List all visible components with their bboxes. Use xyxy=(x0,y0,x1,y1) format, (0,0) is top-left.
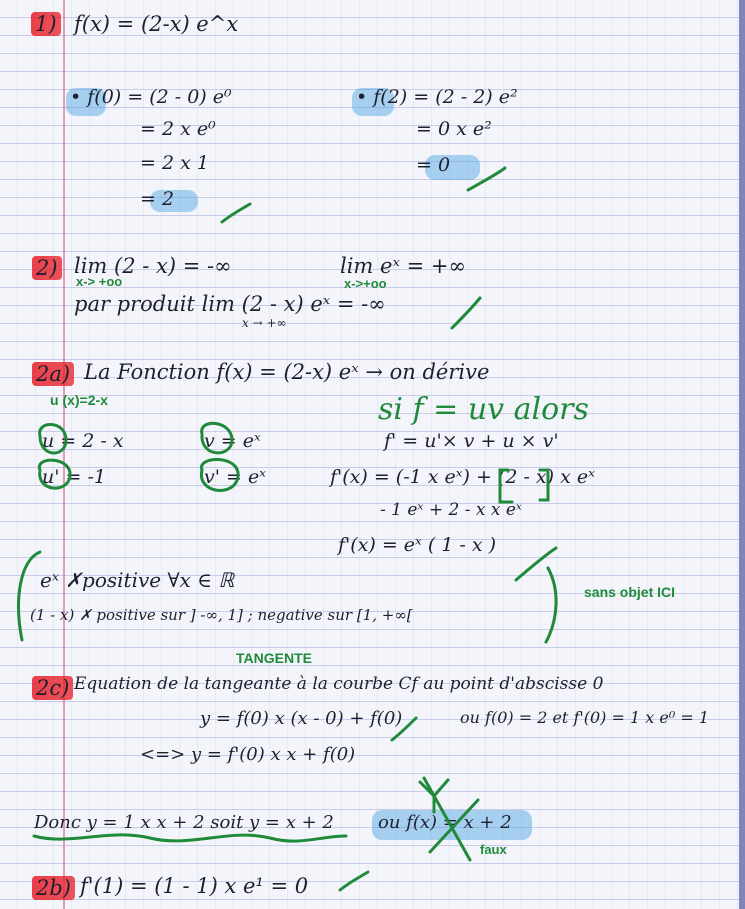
underline-wave xyxy=(34,835,346,841)
si-note: si f = uv alors xyxy=(378,392,589,427)
v-prime-def: v' = eˣ xyxy=(204,466,266,488)
tangent-eq-1: y = f(0) x (x - 0) + f(0) xyxy=(200,708,403,729)
sign-line-2: (1 - x) ✗ positive sur ] -∞, 1] ; negative sur [1, +∞[ xyxy=(30,606,413,624)
brace-right xyxy=(546,568,556,642)
question-number-2c: 2c) xyxy=(32,676,73,700)
f0-line-3: = 2 x 1 xyxy=(140,152,209,174)
f2-line-3: = 0 xyxy=(416,154,451,176)
check-mark-4 xyxy=(516,548,556,580)
check-mark-1 xyxy=(222,204,250,222)
sign-line-1: eˣ ✗positive ∀x ∈ ℝ xyxy=(40,568,235,592)
check-mark-3 xyxy=(452,298,480,328)
tangente-label: TANGENTE xyxy=(236,650,312,666)
limit-right-note: x->+oo xyxy=(344,276,387,291)
derivative-result: f'(x) = eˣ ( 1 - x ) xyxy=(338,534,497,556)
ou-line: ou f(x) = x + 2 xyxy=(378,812,512,833)
u-note: u (x)=2-x xyxy=(50,392,108,408)
tangent-eq-1-right: ou f(0) = 2 et f'(0) = 1 x e⁰ = 1 xyxy=(460,708,710,727)
derivative-step-2: - 1 eˣ + 2 - x x eˣ xyxy=(380,500,522,520)
question-number-2: 2) xyxy=(32,256,62,280)
faux-note: faux xyxy=(480,842,507,857)
f2-line-2: = 0 x e² xyxy=(416,118,492,140)
brace-left xyxy=(19,552,40,640)
limit-left: lim (2 - x) = -∞ xyxy=(74,254,232,278)
product-sub: x → +∞ xyxy=(242,316,287,330)
tangent-eq-2: <=> y = f'(0) x x + f(0) xyxy=(140,744,356,765)
u-prime-def: u' = -1 xyxy=(42,466,106,488)
check-mark-6 xyxy=(340,872,368,890)
limit-right: lim eˣ = +∞ xyxy=(340,254,466,278)
q2b-line: f'(1) = (1 - 1) x e¹ = 0 xyxy=(80,874,309,898)
function-definition: f(x) = (2-x) e^x xyxy=(74,12,239,36)
question-number-2a: 2a) xyxy=(32,362,74,386)
y-mark xyxy=(420,780,448,812)
v-def: v = eˣ xyxy=(204,430,261,452)
donc-line: Donc y = 1 x x + 2 soit y = x + 2 xyxy=(34,812,334,833)
product-line: par produit lim (2 - x) eˣ = -∞ xyxy=(74,292,386,316)
f0-line-4: = 2 xyxy=(140,188,175,210)
product-formula: f' = u'× v + u × v' xyxy=(384,430,559,452)
f0-line-1: • f(0) = (2 - 0) e⁰ xyxy=(70,86,232,108)
u-def: u = 2 - x xyxy=(42,430,124,452)
derivation-intro: La Fonction f(x) = (2-x) eˣ → on dérive xyxy=(84,360,490,384)
page-edge xyxy=(739,0,745,909)
derivative-step-1: f'(x) = (-1 x eˣ) + (2 - x) x eˣ xyxy=(330,466,595,488)
limit-left-note: x-> +oo xyxy=(76,274,123,289)
question-number-1: 1) xyxy=(31,12,61,36)
f0-line-2: = 2 x e⁰ xyxy=(140,118,216,140)
tangent-title: Equation de la tangeante à la courbe Cf au point d'abscisse 0 xyxy=(74,674,604,694)
f2-line-1: • f(2) = (2 - 2) e² xyxy=(356,86,518,108)
sans-objet-note: sans objet ICI xyxy=(584,584,676,600)
question-number-2b: 2b) xyxy=(32,876,75,900)
